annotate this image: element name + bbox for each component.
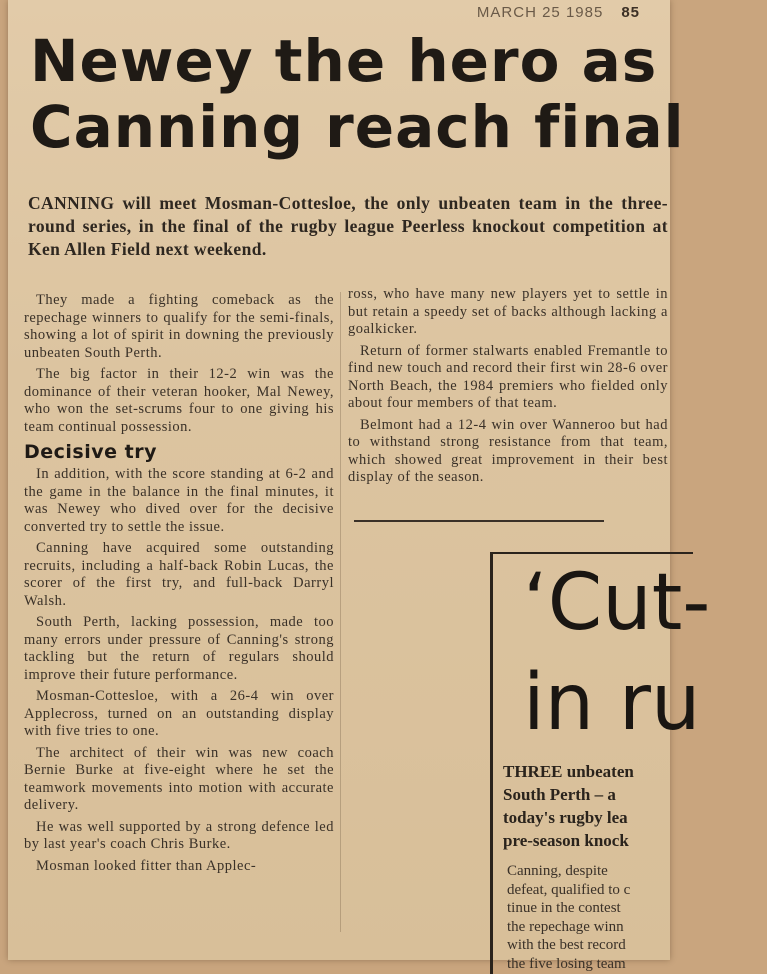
paragraph: Canning have acquired some outstanding recruits, including a half-back Robin Lucas, the scorer of the first try, and full-back Darryl Walsh. xyxy=(24,540,334,609)
body-line: defeat, qualified to c xyxy=(507,881,631,898)
paragraph: Belmont had a 12-4 win over Wanneroo but had to withstand strong resistance from that team, which showed great improvement in their best display of the season. xyxy=(348,416,668,485)
newspaper-clipping xyxy=(8,0,711,972)
article-column-2 xyxy=(348,286,668,491)
second-lead xyxy=(503,760,763,852)
article-column-1 xyxy=(24,292,334,879)
headline xyxy=(30,27,685,161)
paragraph: The big factor in their 12-2 win was the dominance of their veteran hooker, Mal Newey, who won the set-scrums four to one giving his team continual possession. xyxy=(24,366,334,435)
body-line: tinue in the contest xyxy=(507,900,621,916)
column-divider xyxy=(340,292,341,932)
lead-line: pre-season knock xyxy=(503,831,629,850)
end-rule xyxy=(354,520,604,522)
body-line: with the best record xyxy=(507,937,626,953)
lead-paragraph: CANNING will meet Mosman-Cottesloe, the only unbeaten team in the three-round series, in the final of the rugby league Peerless knockout competition at Ken Allen Field next weekend. xyxy=(28,193,668,259)
headline-line-1: Newey the hero as xyxy=(30,27,658,95)
paragraph: The architect of their win was new coach Bernie Burke at five-eight where he set the teamwork movements into motion with accurate delivery. xyxy=(24,744,334,813)
subheading: Decisive try xyxy=(24,441,157,463)
lead-line: today's rugby lea xyxy=(503,808,628,827)
paragraph: Return of former stalwarts enabled Fremantle to find new touch and record their first win 28-6 over North Beach, the 1984 premiers who fielded only about four members of that team. xyxy=(348,342,668,411)
headline-line-2: Canning reach final xyxy=(30,93,685,161)
lead-line: THREE unbeaten xyxy=(503,762,634,781)
paragraph: South Perth, lacking possession, made too many errors under pressure of Canning's strong tackling but the return of regulars should improve their future performance. xyxy=(24,614,334,683)
page-number: 85 xyxy=(621,4,640,21)
lead-line: South Perth – a xyxy=(503,785,616,804)
paragraph: They made a fighting comeback as the repechage winners to qualify for the semi-finals, showing a lot of spirit in downing the previously unbeaten South Perth. xyxy=(24,292,334,361)
body-line: the repechage winn xyxy=(507,918,624,935)
paragraph: ross, who have many new players yet to settle in but retain a speedy set of backs although lacking a goalkicker. xyxy=(348,286,668,337)
second-story xyxy=(490,552,711,974)
paragraph: Mosman-Cottesloe, with a 26-4 win over Applecross, turned on an outstanding display with five tries to one. xyxy=(24,688,334,739)
second-headline-line-2: in ru xyxy=(523,658,701,748)
paragraph: In addition, with the score standing at 6-2 and the game in the balance in the final minutes, it was Newey who dived over for the decisive converted try to settle the issue. xyxy=(24,466,334,535)
body-line: the five losing team xyxy=(507,955,626,972)
paragraph: Mosman looked fitter than Applec- xyxy=(36,857,257,874)
second-headline-line-1: ‘Cut- xyxy=(523,558,711,648)
second-body xyxy=(507,862,767,973)
paragraph: He was well supported by a strong defence led by last year's coach Chris Burke. xyxy=(24,818,334,852)
issue-date: MARCH 25 1985 xyxy=(476,4,604,21)
dateline xyxy=(477,4,640,21)
body-line: Canning, despite xyxy=(507,863,608,879)
